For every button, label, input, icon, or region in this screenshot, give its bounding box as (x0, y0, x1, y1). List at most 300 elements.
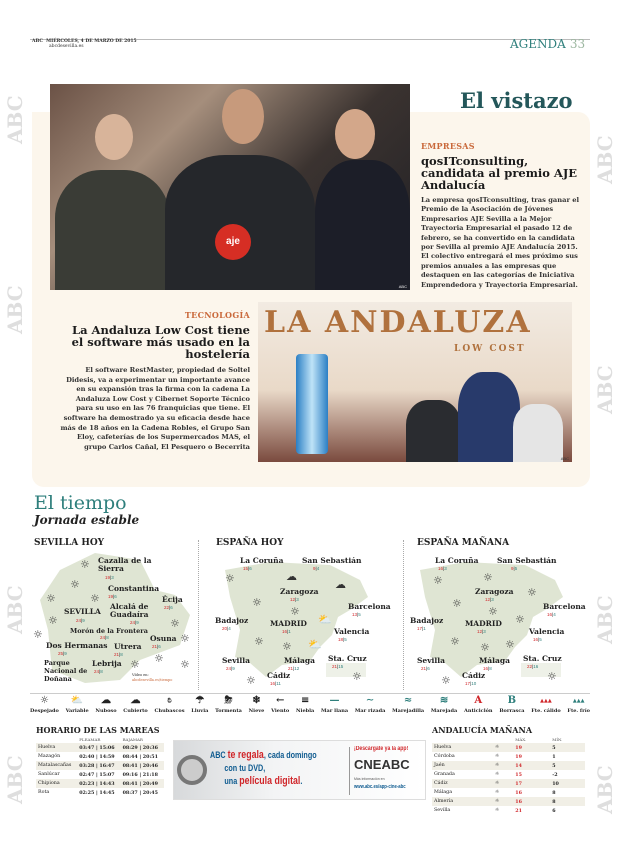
partly-cloudy-icon: ⛅ (308, 638, 322, 651)
article-body: La empresa qosITconsulting, tras ganar el Premio de la Asociación de Jóvenes Empresarios AJE Sevilla a la Mejor Trayectoria Empresarial el pasado 12 de febrero, se ha convertido en la candidata por Sevilla al premio AJE Andalucía 2015. El colectivo entregará el mes próximo sus premios anuales a las empresas que destaquen en las categorías de Iniciativa Emprendedora y Trayectoria Empresarial. (421, 196, 580, 289)
city-temp: 21|6 (421, 666, 430, 671)
film-reel-icon (177, 755, 207, 785)
cloud-icon: ☁ (100, 695, 111, 706)
sun-icon: ☼ (547, 670, 557, 683)
temp-max: 16 (547, 612, 553, 617)
city-label: La Coruña (240, 556, 284, 565)
temp-max: 24 (226, 666, 232, 671)
legend-item (191, 694, 208, 718)
wind-icon: ← (275, 695, 285, 706)
temp-max: 22 (164, 605, 170, 610)
sun-icon: ☼ (452, 597, 462, 610)
city-temp: 19|3 (105, 575, 114, 580)
ad-text-part: . (300, 776, 303, 786)
legend-item (499, 694, 524, 718)
temp-max: 24 (76, 618, 82, 623)
table-cell: 08:41 | 20:46 (121, 761, 164, 770)
table-cell: 15 (515, 771, 522, 778)
city-label: San Sebastián (302, 556, 362, 565)
showers-icon: 🌦 (166, 698, 173, 704)
temp-max: 12 (477, 629, 483, 634)
table-cell: Rota (38, 790, 50, 795)
page-header-left (32, 39, 137, 49)
column-header (493, 735, 513, 743)
temp-max: 19 (105, 575, 111, 580)
legend-item (355, 694, 386, 718)
table-row (432, 752, 585, 761)
sun-icon: ☼ (246, 674, 256, 687)
temp-min: 12 (294, 666, 300, 671)
brand: ABC (32, 39, 43, 44)
sun-icon: ☼ (441, 674, 451, 687)
temp-min: 8 (106, 635, 109, 640)
sun-icon: ☼ (46, 592, 56, 605)
table-row (36, 770, 164, 779)
temp-min: 6 (158, 644, 161, 649)
table-cell: 19 (513, 743, 550, 752)
temp-max: 21 (332, 664, 338, 669)
watermark: ABC (3, 585, 27, 634)
sun-icon: ☼ (254, 635, 264, 648)
sun-icon: ☼ (170, 617, 180, 630)
city-label: Badajoz (410, 616, 444, 625)
temp-min: 5 (539, 637, 542, 642)
temp-min: 3 (491, 597, 494, 602)
temp-min: 6 (427, 666, 430, 671)
temp-max: 13 (352, 612, 358, 617)
temp-max: 24 (130, 620, 136, 625)
cold-front-icon: ▲▲▲ (572, 698, 585, 704)
table-cell: Jaén (432, 761, 493, 770)
person (55, 170, 170, 290)
sun-icon: ☼ (154, 652, 164, 665)
temp-max: 24 (100, 635, 106, 640)
temp-min: 6 (114, 594, 117, 599)
table-row (432, 770, 585, 779)
legend-label: Viento (271, 708, 290, 714)
temp-min: 9 (82, 618, 85, 623)
weather-subtitle: Jornada estable (34, 513, 140, 527)
city-label: Zaragoza (280, 587, 319, 596)
city-temp: 19|6 (108, 594, 117, 599)
map-espana-manana (405, 535, 595, 690)
legend-label: Chubascos (154, 708, 185, 714)
watermark: ABC (593, 765, 617, 814)
article-headline: La Andaluza Low Cost tiene el software más usado en la hostelería (71, 323, 250, 361)
city-temp: 17|1 (417, 626, 426, 631)
city-temp: 18|5 (338, 637, 347, 642)
legend-item (66, 694, 89, 718)
table-cell: 1 (552, 753, 556, 760)
table-cell: 14 (513, 761, 550, 770)
table-cell: 8 (552, 789, 556, 796)
table-cell: 16 (515, 789, 522, 796)
tides-table (36, 725, 164, 797)
article-la-andaluza (58, 310, 250, 452)
photo-credit: ABC (398, 284, 407, 289)
city-temp: 16|8 (483, 666, 492, 671)
legend-label: Fte. frío (567, 708, 590, 714)
temp-max: 15 (243, 566, 249, 571)
city-temp: 20|4 (222, 626, 231, 631)
photo-awards (50, 84, 410, 290)
legend-item (567, 694, 590, 718)
table-cell: Matalascañas (36, 761, 77, 770)
legend-item (321, 694, 348, 718)
article-kicker: EMPRESAS (421, 141, 475, 151)
city-label: Valencia (334, 627, 370, 636)
temp-min: 11 (276, 681, 281, 686)
city-label: Dos Hermanas (46, 641, 108, 650)
weather-title: El tiempo (34, 492, 127, 514)
sun-icon: ☼ (180, 658, 190, 671)
city-temp: 15|6 (243, 566, 252, 571)
temp-max: 12 (290, 597, 296, 602)
table-cell: 16 (513, 797, 550, 806)
article-qositconsulting (415, 135, 590, 295)
ad-url[interactable]: www.abc.es/app-cine-abc (354, 784, 406, 790)
table-row (432, 743, 585, 752)
column-header: MÍN. (552, 736, 563, 742)
temp-min: 8 (120, 652, 123, 657)
person (458, 372, 520, 462)
table-cell: Mazagón (38, 754, 61, 759)
table-cell: 08:41 | 20:49 (121, 779, 164, 788)
table-row (36, 788, 164, 797)
video-url[interactable]: abcdesevilla.es/tiempo (132, 678, 173, 682)
calm-sea-icon: — (329, 695, 340, 706)
city-label: Barcelona (543, 602, 586, 611)
ad-text-part: ABC (210, 750, 226, 760)
table-cell: Granada (434, 772, 455, 777)
legend-item (392, 694, 424, 718)
person-head (95, 114, 133, 160)
table-cell: 02:40 | 14:59 (79, 753, 115, 760)
sun-icon: ☼ (433, 574, 443, 587)
legend-label: Tormenta (215, 708, 242, 714)
table-cell: 10 (550, 779, 585, 788)
city-label: Cádiz (267, 671, 291, 680)
sun-icon: ☼ (483, 571, 493, 584)
temp-max: 16 (282, 629, 288, 634)
city-temp: 24|9 (76, 618, 85, 623)
temp-min: 4 (316, 566, 320, 571)
city-temp: 13|5 (352, 612, 361, 617)
city-label: Sta. Cruz (523, 654, 562, 663)
city-label: Sevilla (417, 656, 445, 665)
city-label: Utrera (114, 642, 142, 651)
andalucia-title: ANDALUCÍA MAÑANA (432, 725, 533, 735)
temp-max: 17 (417, 626, 423, 631)
rain-icon: ☂ (195, 695, 205, 706)
table-row (432, 761, 585, 770)
table-cell: -2 (552, 771, 558, 778)
legend-item (215, 694, 242, 718)
sun-icon: ☼ (488, 605, 498, 618)
person-head (222, 89, 264, 144)
legend-item (155, 694, 185, 718)
watermark: ABC (3, 95, 27, 144)
temp-min: 9 (64, 651, 67, 656)
legend-item (296, 694, 314, 718)
table-cell: 19 (515, 753, 522, 760)
legend-label: Nieve (248, 708, 265, 714)
table-cell: Huelva (36, 743, 77, 752)
city-temp: 17|10 (465, 681, 477, 686)
snow-icon: ❄ (252, 695, 261, 706)
temp-max: 21 (288, 666, 294, 671)
city-temp: 16|3 (438, 566, 447, 571)
city-label: SEVILLA (64, 607, 101, 616)
banner-sub: LOW COST (454, 344, 526, 354)
legend-item (30, 694, 59, 718)
city-temp: 12|3 (477, 629, 486, 634)
temp-min: 5 (344, 637, 347, 642)
city-label: Constantina (108, 584, 160, 593)
temp-max: 16 (533, 637, 539, 642)
article-kicker: TECNOLOGÍA (184, 310, 250, 320)
column-header (432, 735, 493, 743)
table-cell: 08:44 | 20:51 (122, 753, 158, 760)
city-temp: 9|4 (313, 566, 320, 571)
city-temp: 22|16 (527, 664, 539, 669)
sun-icon: ☼ (480, 641, 490, 654)
table-row (36, 779, 164, 788)
table-cell: Chipiona (36, 779, 77, 788)
city-label: Osuna (150, 634, 177, 643)
map-title: ESPAÑA MAÑANA (417, 538, 510, 548)
divider (349, 747, 350, 795)
table-cell: 5 (550, 761, 585, 770)
city-label: Cazalla de la Sierra (98, 556, 152, 573)
city-temp: 24|8 (100, 635, 109, 640)
warm-front-icon: ▲▲▲ (540, 698, 552, 704)
showers-icon: ☁ (335, 578, 346, 591)
map-title: SEVILLA HOY (34, 538, 105, 548)
fog-icon: ≡ (300, 695, 310, 706)
city-label: La Coruña (435, 556, 479, 565)
table-cell: 17 (513, 779, 550, 788)
sun-icon: ☼ (80, 558, 90, 571)
temp-max: 12 (485, 597, 491, 602)
table-row (432, 797, 585, 806)
city-temp: 24|8 (94, 669, 103, 674)
temp-min: 15 (338, 664, 344, 669)
partly-cloudy-icon: ⛅ (318, 613, 332, 626)
temp-min: 6 (170, 605, 173, 610)
temp-max: 16 (270, 681, 276, 686)
legend-item (249, 694, 265, 718)
sun-icon: ☼ (493, 743, 513, 752)
city-label: Zaragoza (475, 587, 514, 596)
table-cell: 21 (515, 807, 522, 814)
temp-min: 9 (232, 666, 235, 671)
sun-icon: ☼ (252, 596, 262, 609)
legend-label: Cubierto (123, 708, 148, 714)
temp-max: 19 (108, 594, 114, 599)
legend-item (531, 694, 560, 718)
sun-icon: ☼ (450, 635, 460, 648)
table-cell: Huelva (432, 743, 493, 752)
city-label: MADRID (270, 619, 307, 628)
divider (403, 540, 404, 690)
section-title: El vistazo (460, 88, 573, 113)
ad-more-label: Más información en (354, 777, 385, 781)
sun-icon: ☼ (33, 628, 43, 641)
sun-icon: ☼ (130, 658, 140, 671)
person (513, 404, 563, 462)
temp-max: 18 (338, 637, 344, 642)
city-label: Badajoz (215, 616, 249, 625)
table-cell: 02:23 | 14:43 (77, 779, 120, 788)
table-cell: Córdoba (434, 754, 455, 759)
table-row (36, 743, 164, 752)
ad-text-part: te regala (227, 749, 264, 761)
ad-text-part: una (224, 776, 238, 786)
swell-icon: ≋ (439, 695, 449, 706)
city-label: Lebrija (92, 659, 122, 668)
city-temp: 25|9 (58, 651, 67, 656)
temp-min: 3 (111, 575, 114, 580)
temp-max: 21 (152, 644, 158, 649)
video-label: Vídeo en: (132, 673, 149, 677)
section-name: AGENDA (510, 37, 566, 51)
rain-cloud-icon: ☁ (286, 570, 297, 583)
sun-icon: ☼ (527, 586, 537, 599)
city-temp: 21|12 (288, 666, 300, 671)
table-row (36, 761, 164, 770)
sun-icon: ☼ (505, 638, 515, 651)
legend-item (271, 694, 289, 718)
legend-label: Mar rizada (354, 708, 386, 714)
map-sevilla-hoy (30, 535, 196, 690)
column-header (36, 735, 77, 743)
legend-label: Nuboso (95, 708, 117, 714)
watermark: ABC (3, 755, 27, 804)
ad-brand-logo: CNEABC (354, 757, 410, 772)
page-number: 33 (569, 37, 586, 51)
sun-icon: ☼ (282, 640, 292, 653)
tides-grid (36, 735, 164, 797)
sun-icon: ☼ (494, 772, 500, 777)
andalucia-forecast-table (432, 725, 585, 815)
legend-label: Borrasca (499, 708, 525, 714)
city-temp: 21|8 (114, 652, 123, 657)
city-label: Parque Nacional de Doñana (44, 659, 88, 683)
sun-icon: ☼ (493, 779, 513, 788)
city-temp: 16|5 (533, 637, 542, 642)
sun-icon: ☼ (494, 808, 500, 813)
table-row (36, 752, 164, 761)
city-temp: 16|4 (547, 612, 556, 617)
city-label: Málaga (479, 656, 510, 665)
table-cell: Almería (432, 797, 493, 806)
sun-icon: ☼ (493, 761, 513, 770)
temp-min: 8 (100, 669, 103, 674)
city-temp: 12|3 (485, 597, 494, 602)
storm-icon: ⛈ (224, 695, 233, 706)
sun-icon: ☼ (70, 578, 80, 591)
temp-min: 3 (444, 566, 447, 571)
watermark: ABC (3, 285, 27, 334)
table-cell: 5 (550, 743, 585, 752)
city-label: Morón de la Frontera (70, 627, 148, 635)
sun-icon: ☼ (494, 754, 500, 759)
ad-cta: ¡Descárgate ya la app! (354, 746, 409, 752)
city-label: Alcalá de Guadaíra (110, 602, 149, 619)
column-header: MÁX. (515, 736, 527, 742)
sun-icon: ☼ (352, 670, 362, 683)
article-headline: qosITconsulting, candidata al premio AJE Andalucía (421, 154, 578, 192)
legend-label: Anticiclón (463, 708, 493, 714)
table-cell: 03:28 | 16:47 (77, 761, 120, 770)
ad-text-part: , cada domingo (263, 750, 317, 760)
temp-min: 4 (228, 626, 231, 631)
photo-credit: ABC (560, 456, 569, 461)
temp-min: 1 (288, 629, 291, 634)
column-header: BAJAMAR (122, 736, 143, 742)
andalucia-grid (432, 735, 585, 815)
table-cell: 03:47 | 15:06 (77, 743, 120, 752)
legend-label: Lluvia (191, 708, 209, 714)
display-tower (296, 354, 328, 454)
sun-icon: ☼ (290, 605, 300, 618)
legend-label: Mar llana (321, 708, 349, 714)
video-link[interactable] (132, 673, 172, 683)
person (406, 400, 461, 462)
city-temp: 16|11 (270, 681, 281, 686)
city-temp: 21|6 (152, 644, 161, 649)
ad-banner-cneabc[interactable] (173, 740, 426, 800)
city-label: Écija (162, 595, 183, 604)
legend-label: Fte. cálido (531, 708, 561, 714)
city-temp: 12|3 (290, 597, 299, 602)
trophy: aje (215, 224, 251, 260)
legend-item (123, 694, 147, 718)
temp-min: 10 (471, 681, 477, 686)
legend-label: Marejada (430, 708, 458, 714)
temp-max: 21 (114, 652, 120, 657)
temp-min: 5 (514, 566, 518, 571)
light-swell-icon: ≈ (403, 695, 413, 706)
watermark: ABC (593, 595, 617, 644)
weather-legend (30, 693, 590, 718)
city-label: Cádiz (462, 671, 486, 680)
city-label: Sta. Cruz (328, 654, 367, 663)
temp-min: 6 (249, 566, 252, 571)
clouds-icon: ☁ (130, 695, 141, 706)
photo-la-andaluza (258, 302, 572, 462)
temp-max: 22 (527, 664, 533, 669)
temp-max: 16 (438, 566, 444, 571)
temp-max: 9 (313, 566, 316, 571)
temp-max: 17 (465, 681, 471, 686)
ad-text-part: película digital (239, 775, 301, 787)
legend-item (464, 694, 493, 718)
city-label: San Sebastián (497, 556, 557, 565)
city-temp: 9|5 (511, 566, 518, 571)
temp-max: 9 (511, 566, 514, 571)
city-temp: 16|1 (282, 629, 291, 634)
map-espana-hoy (210, 535, 400, 690)
person-head (335, 109, 375, 159)
table-cell: Cádiz (432, 779, 493, 788)
table-cell: 8 (550, 797, 585, 806)
city-label: Sevilla (222, 656, 250, 665)
table-cell: 08:37 | 20:45 (122, 789, 158, 796)
temp-min: 3 (483, 629, 486, 634)
partly-cloudy-icon: ⛅ (70, 695, 84, 706)
